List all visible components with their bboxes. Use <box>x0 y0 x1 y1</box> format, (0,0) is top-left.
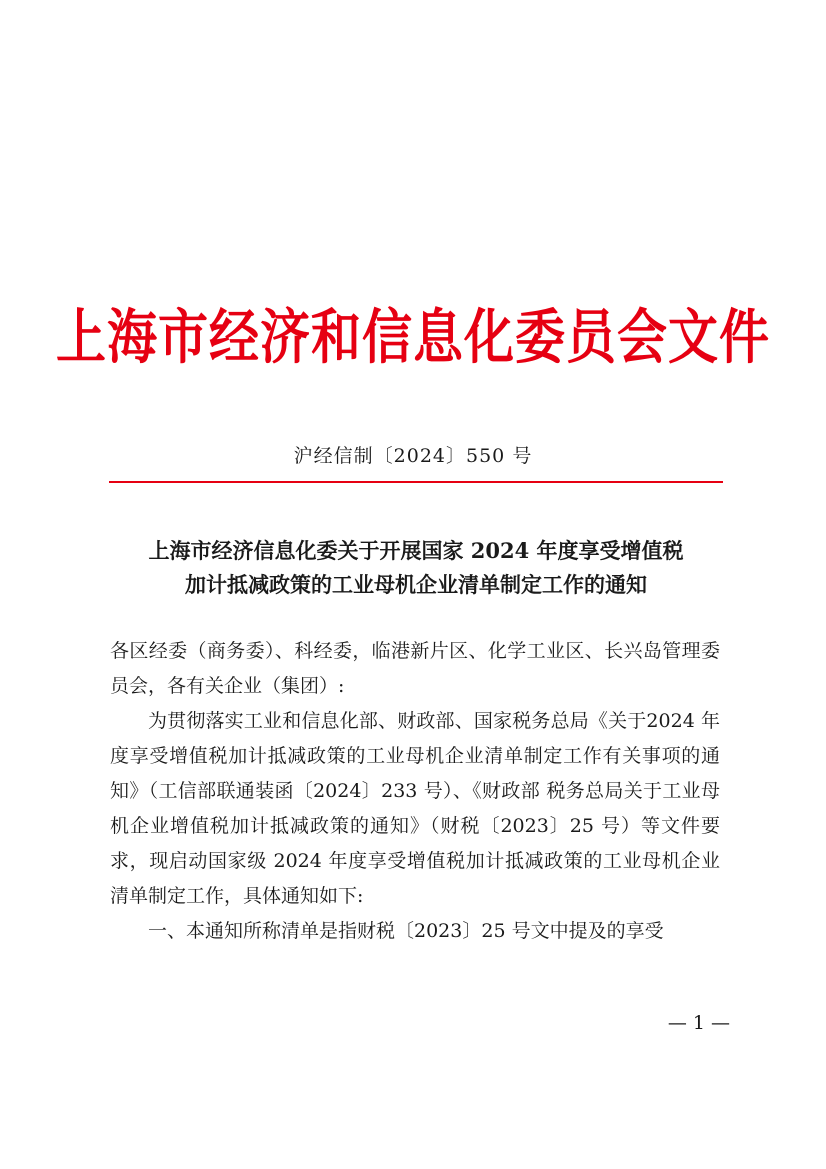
page-number: — 1 — <box>667 1012 730 1034</box>
notice-title <box>100 534 732 602</box>
document-number: 沪经信制〔2024〕550 号 <box>293 445 533 467</box>
body-paragraph-1: 为贯彻落实工业和信息化部、财政部、国家税务总局《关于2024 年度享受增值税加计抵减政策的工业母机企业清单制定工作有关事项的通知》（工信部联通装函〔2024〕233 号）、《财政部 税务总局关于工业母机企业增值税加计抵减政策的通知》（财税〔2023〕25 号）等文件要求，现启动国家级 2024 年度享受增值税加计抵减政策的工业母机企业清单制定工作，具体通知如下: <box>110 710 720 907</box>
body-paragraph-2: 一、本通知所称清单是指财税〔2023〕25 号文中提及的享受 <box>148 920 664 942</box>
red-separator-line <box>109 481 723 483</box>
notice-title-line-1: 上海市经济信息化委关于开展国家 2024 年度享受增值税 <box>148 538 684 563</box>
letterhead-title: 上海市经济和信息化委员会文件 <box>56 301 770 372</box>
notice-title-line-2: 加计抵减政策的工业母机企业清单制定工作的通知 <box>185 572 647 597</box>
addressee-paragraph: 各区经委（商务委）、科经委，临港新片区、化学工业区、长兴岛管理委员会，各有关企业（集团）: <box>110 640 720 697</box>
notice-body <box>110 634 720 949</box>
